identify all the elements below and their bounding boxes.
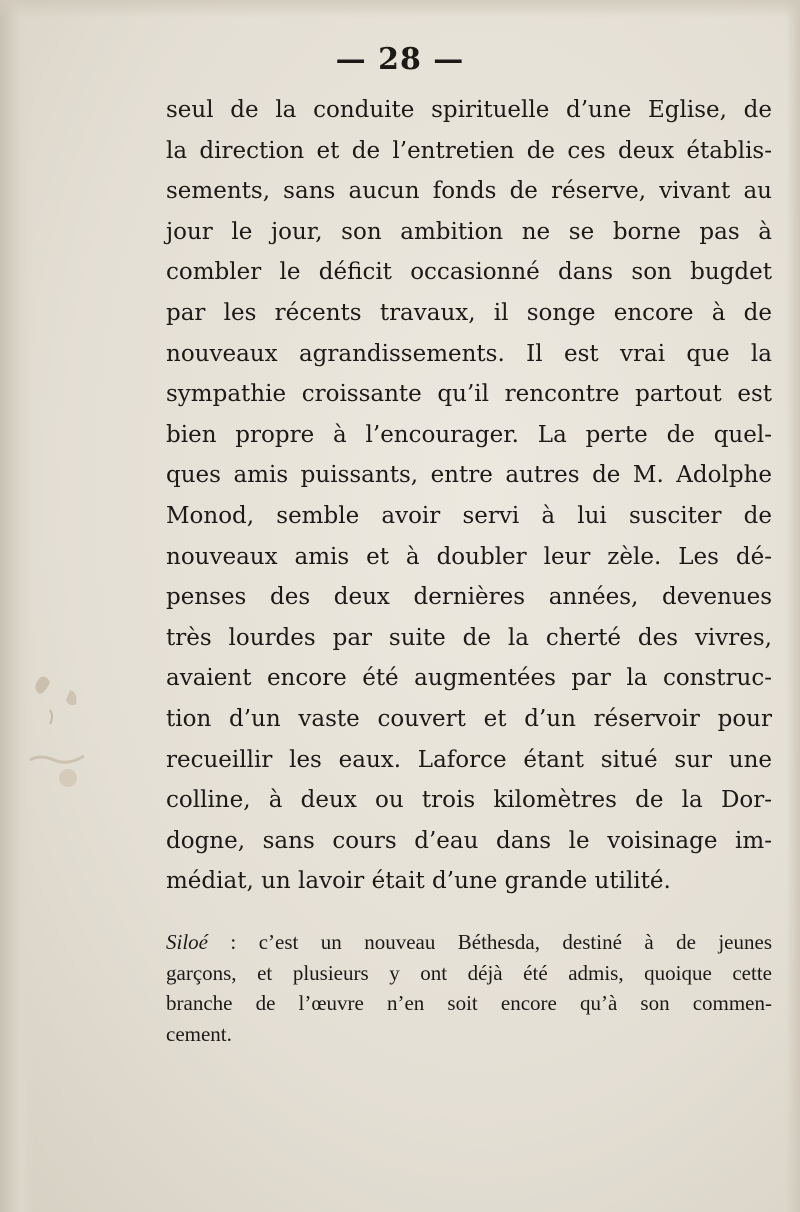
margin-stain xyxy=(10,660,120,810)
footnote xyxy=(166,927,772,1049)
page-number: — 28 — xyxy=(335,42,465,77)
page-right-edge-shadow xyxy=(786,0,800,1212)
body-line: nouveaux amis et à doubler leur zèle. Les dé- xyxy=(166,543,772,570)
footnote-line-text: : c’est un nouveau Béthesda, destiné à de jeunes xyxy=(208,930,772,954)
page-left-edge-shadow xyxy=(0,0,34,1212)
body-line: médiat, un lavoir était d’une grande utilité. xyxy=(166,868,671,895)
body-line: tion d’un vaste couvert et d’un réservoir pour xyxy=(166,705,772,732)
body-line: Monod, semble avoir servi à lui susciter de xyxy=(166,502,772,529)
footnote-line: cement. xyxy=(166,1021,232,1046)
body-line: sements, sans aucun fonds de réserve, vivant au xyxy=(166,178,772,205)
body-line: combler le déficit occasionné dans son bugdet xyxy=(166,259,772,286)
body-line: penses des deux dernières années, devenues xyxy=(166,584,772,611)
body-line: seul de la conduite spirituelle d’une Eglise, de xyxy=(166,97,772,123)
body-paragraph xyxy=(166,90,772,902)
footnote-line xyxy=(166,927,772,958)
body-line: colline, à deux ou trois kilomètres de la Dor- xyxy=(166,787,772,814)
body-line: par les récents travaux, il songe encore à de xyxy=(166,299,772,326)
body-line: recueillir les eaux. Laforce étant situé sur une xyxy=(166,746,772,773)
body-line: avaient encore été augmentées par la construc- xyxy=(166,665,772,692)
body-line: très lourdes par suite de la cherté des vivres, xyxy=(166,624,772,651)
body-line: bien propre à l’encourager. La perte de quel- xyxy=(166,421,772,448)
body-line: la direction et de l’entretien de ces deux établis- xyxy=(166,137,772,164)
page-top-edge-shadow xyxy=(0,0,800,18)
body-line: dogne, sans cours d’eau dans le voisinage im- xyxy=(166,827,772,854)
body-line: nouveaux agrandissements. Il est vrai que la xyxy=(166,340,772,367)
footnote-line: garçons, et plusieurs y ont déjà été admis, quoique cette xyxy=(166,960,772,985)
body-line: ques amis puissants, entre autres de M. Adolphe xyxy=(166,462,772,489)
footnote-line: branche de l’œuvre n’en soit encore qu’à son commen- xyxy=(166,991,772,1015)
footnote-term: Siloé xyxy=(166,930,208,954)
body-line: sympathie croissante qu’il rencontre partout est xyxy=(166,381,772,408)
body-line: jour le jour, son ambition ne se borne pas à xyxy=(166,218,772,245)
